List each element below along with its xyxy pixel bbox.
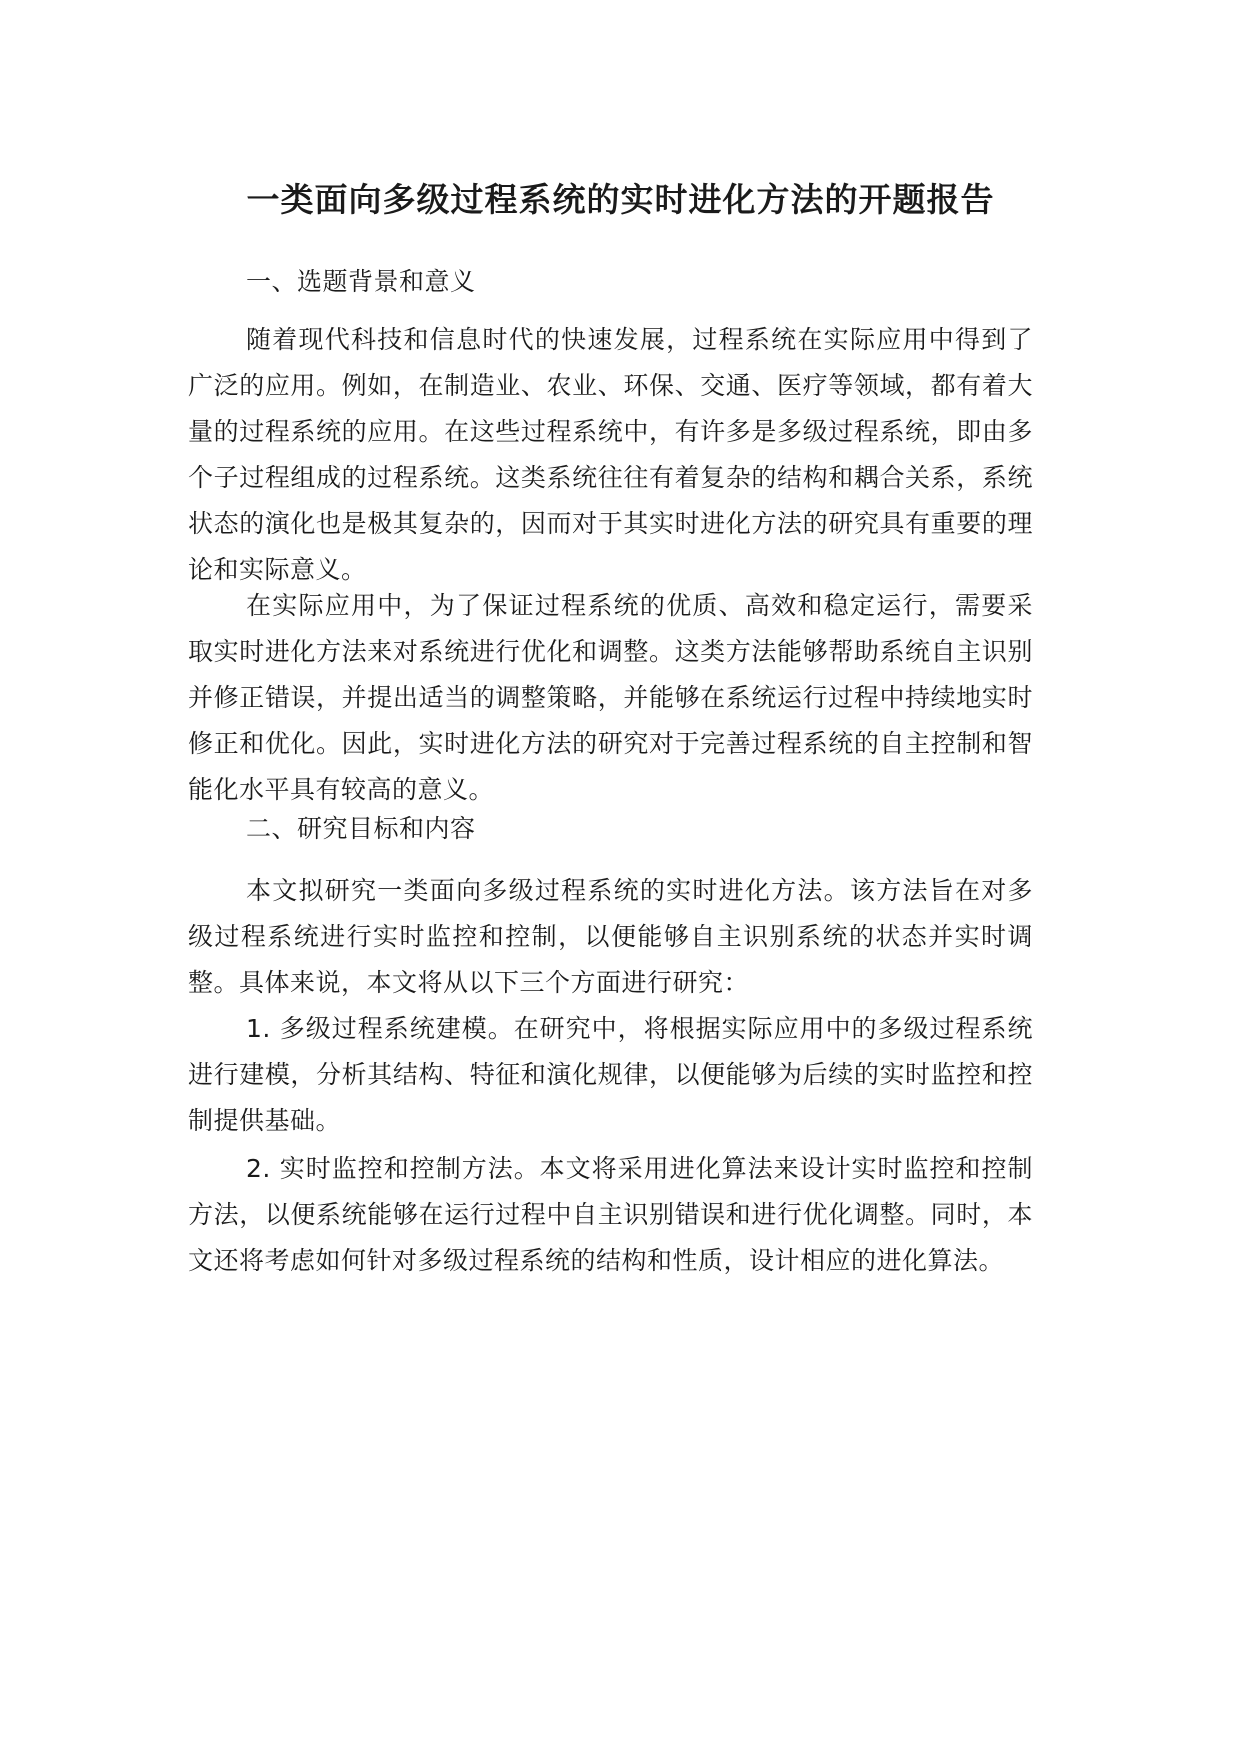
paragraph-background-2: 在实际应用中，为了保证过程系统的优质、高效和稳定运行，需要采取实时进化方法来对系统进行优化和调整。这类方法能够帮助系统自主识别并修正错误，并提出适当的调整策略，并能够在系统运行过程中持续地实时修正和优化。因此，实时进化方法的研究对于完善过程系统的自主控制和智能化水平具有较高的意义。 xyxy=(188,591,1033,804)
section-heading-goals: 二、研究目标和内容 xyxy=(246,814,476,843)
section-heading-background: 一、选题背景和意义 xyxy=(246,267,476,296)
list-item-monitoring: 2. 实时监控和控制方法。本文将采用进化算法来设计实时监控和控制方法，以便系统能够在运行过程中自主识别错误和进行优化调整。同时，本文还将考虑如何针对多级过程系统的结构和性质，设计相应的进化算法。 xyxy=(188,1154,1033,1275)
paragraph-goals-intro: 本文拟研究一类面向多级过程系统的实时进化方法。该方法旨在对多级过程系统进行实时监控和控制，以便能够自主识别系统的状态并实时调整。具体来说，本文将从以下三个方面进行研究： xyxy=(188,876,1033,997)
list-item-modeling: 1. 多级过程系统建模。在研究中，将根据实际应用中的多级过程系统进行建模，分析其结构、特征和演化规律，以便能够为后续的实时监控和控制提供基础。 xyxy=(188,1014,1033,1135)
paragraph-background-1: 随着现代科技和信息时代的快速发展，过程系统在实际应用中得到了广泛的应用。例如，在制造业、农业、环保、交通、医疗等领域，都有着大量的过程系统的应用。在这些过程系统中，有许多是多级过程系统，即由多个子过程组成的过程系统。这类系统往往有着复杂的结构和耦合关系，系统状态的演化也是极其复杂的，因而对于其实时进化方法的研究具有重要的理论和实际意义。 xyxy=(188,325,1033,584)
document-title: 一类面向多级过程系统的实时进化方法的开题报告 xyxy=(246,180,995,219)
